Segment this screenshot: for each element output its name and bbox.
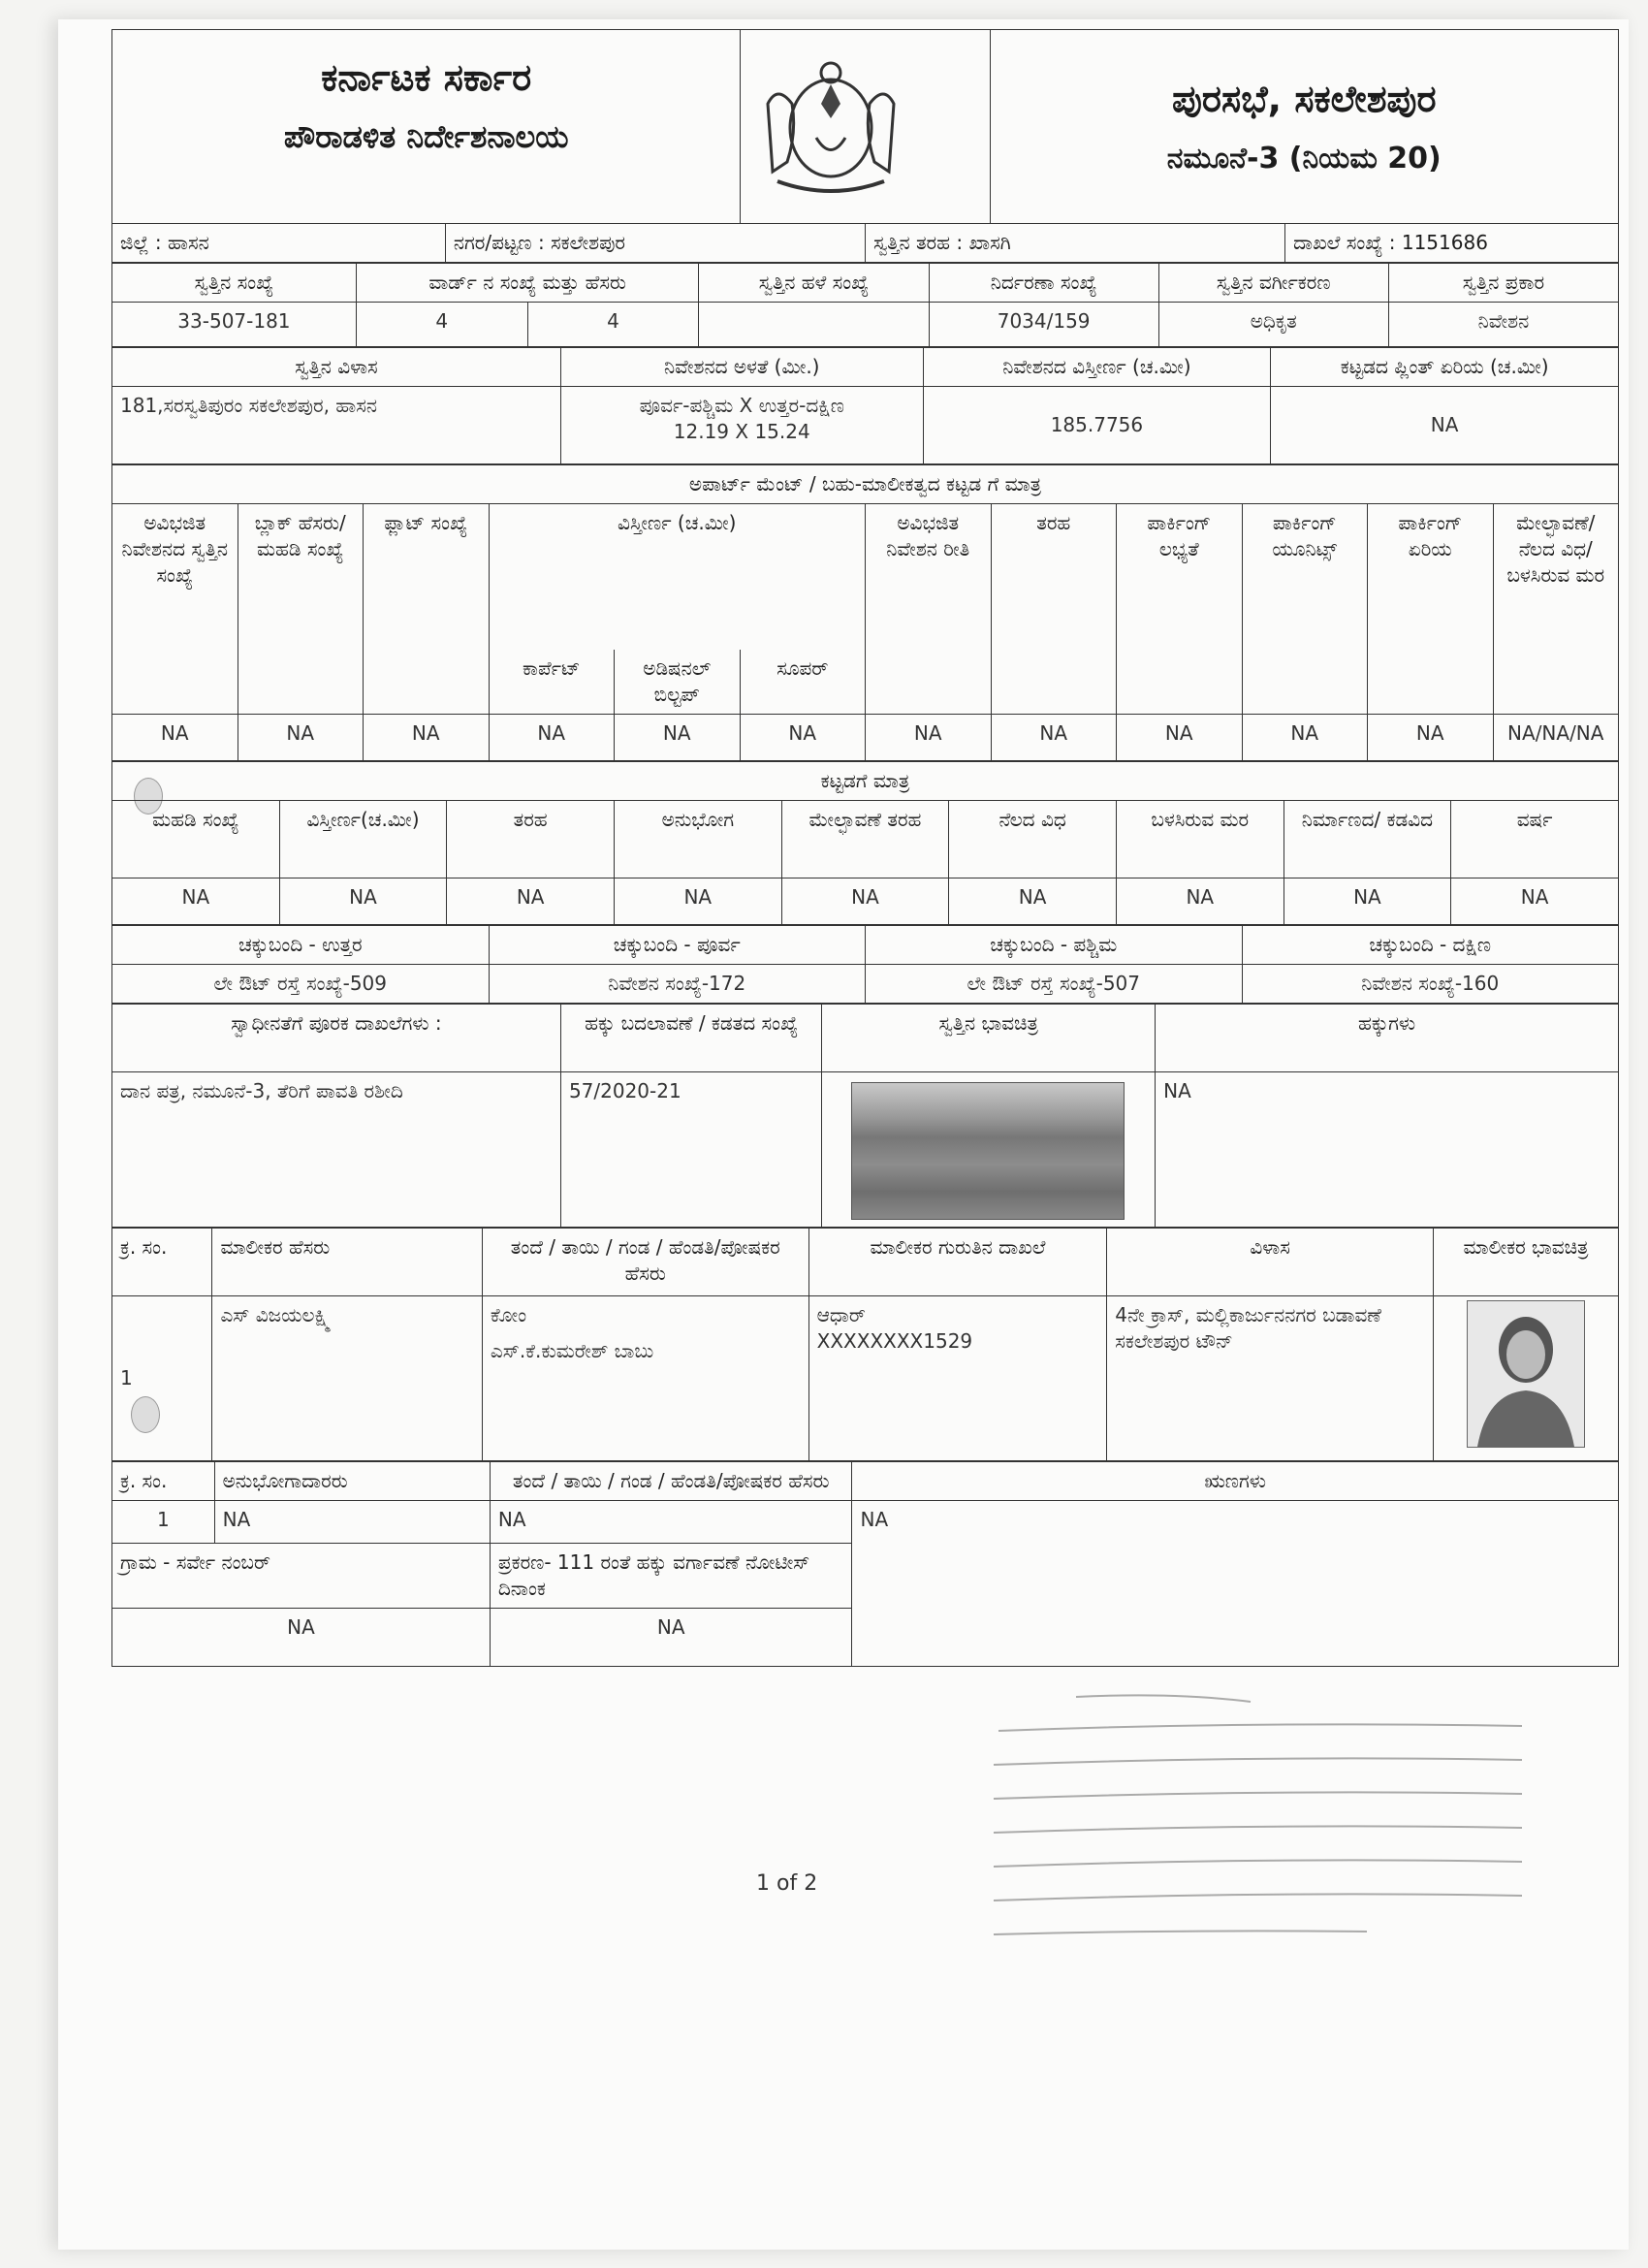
encumbrance [852, 1500, 1619, 1666]
owner-address: 4ನೇ ಕ್ರಾಸ್, ಮಲ್ಲಿಕಾರ್ಜುನನಗರ ಬಡಾವಣೆ ಸಕಲೇಶಪುರ ಟೌನ್ [1107, 1295, 1434, 1460]
boundary-north-label: ಚಕ್ಕುಬಂದಿ - ಉತ್ತರ [112, 925, 490, 964]
apt-value: NA/NA/NA [1493, 714, 1619, 760]
occupant-relation-name: NA [490, 1500, 852, 1543]
classification: ಅಧಿಕೃತ [1158, 303, 1388, 347]
type-label: ಸ್ವತ್ತಿನ ಪ್ರಕಾರ [1388, 264, 1618, 303]
plinth-area: NA [1271, 387, 1619, 464]
owner-address-label: ವಿಳಾಸ [1107, 1228, 1434, 1295]
dimension-axes: ಪೂರ್ವ-ಪಶ್ಚಿಮ X ಉತ್ತರ-ದಕ್ಷಿಣ [639, 394, 844, 417]
owner-name-label: ಮಾಲೀಕರ ಹೆಸರು [212, 1228, 482, 1295]
apt-value: NA [364, 714, 490, 760]
district: ಜಿಲ್ಲೆ : ಹಾಸನ [112, 224, 446, 263]
bld-value: NA [614, 878, 781, 924]
property-no-label: ಸ್ವತ್ತಿನ ಸಂಖ್ಯೆ [112, 264, 357, 303]
building-section-title: ಕಟ್ಟಡಗೆ ಮಾತ್ರ [112, 761, 1619, 800]
apt-value: NA [238, 714, 364, 760]
header [111, 29, 1619, 223]
file-no-label: ಹಕ್ಕು ಬದಲಾವಣೆ / ಕಡತದ ಸಂಖ್ಯೆ [560, 1004, 821, 1071]
bld-value: NA [781, 878, 949, 924]
owner-photo-label: ಮಾಲೀಕರ ಭಾವಚಿತ್ರ [1434, 1228, 1619, 1295]
form-frame [111, 29, 1619, 1667]
bld-floor-type-label: ನೆಲದ ವಿಧ [949, 800, 1117, 878]
rights: NA [1156, 1071, 1619, 1227]
record-number: ದಾಖಲೆ ಸಂಖ್ಯೆ : 1151686 [1285, 224, 1619, 263]
certification-stamp-icon [979, 1687, 1541, 1978]
dimension-value: 12.19 X 15.24 [673, 420, 810, 443]
owner-serial: 1 [112, 1295, 212, 1460]
bld-floor-label: ಮಹಡಿ ಸಂಖ್ಯೆ [112, 800, 280, 878]
apt-flat-label: ಫ್ಲಾಟ್ ಸಂಖ್ಯೆ [364, 504, 490, 715]
encumbrance-label: ಋಣಗಳು [852, 1461, 1619, 1500]
documents-table [111, 1004, 1619, 1228]
state-emblem-icon [748, 46, 913, 201]
form-number: ನಮೂನೆ-3 (ನಿಯಮ 20) [1166, 142, 1442, 176]
gov-title: ಕರ್ನಾಟಕ ಸರ್ಕಾರ [321, 56, 532, 99]
apt-kind-label: ತರಹ [991, 504, 1117, 715]
property-photo-label: ಸ್ವತ್ತಿನ ಭಾವಚಿತ್ರ [822, 1004, 1156, 1071]
ward-no: 4 [356, 303, 527, 347]
owner-id-type: ಆಧಾರ್ [816, 1302, 866, 1326]
dimension-label: ನಿವೇಶನದ ಅಳತೆ (ಮೀ.) [560, 348, 923, 387]
apt-value: NA [991, 714, 1117, 760]
occupant-table [111, 1461, 1619, 1667]
occupant-name: NA [214, 1500, 490, 1543]
bld-value: NA [1284, 878, 1451, 924]
address-label: ಸ್ವತ್ತಿನ ವಿಳಾಸ [112, 348, 561, 387]
old-no-label: ಸ್ವತ್ತಿನ ಹಳೆ ಸಂಖ್ಯೆ [699, 264, 929, 303]
page-number: 1 of 2 [756, 1871, 818, 1896]
apt-value: NA [1242, 714, 1368, 760]
town: ನಗರ/ಪಟ್ಟಣ : ಸಕಲೇಶಪುರ [445, 224, 865, 263]
owner-relation-name: ಎಸ್.ಕೆ.ಕುಮರೇಶ್ ಬಾಬು [490, 1338, 654, 1362]
property-photo [851, 1082, 1125, 1220]
boundary-south-label: ಚಕ್ಕುಬಂದಿ - ದಕ್ಷಿಣ [1242, 925, 1619, 964]
assessment-no-label: ನಿರ್ದರಣಾ ಸಂಖ್ಯೆ [929, 264, 1158, 303]
owner-id-no: XXXXXXXX1529 [816, 1328, 973, 1353]
property-type: ನಿವೇಶನ [1388, 303, 1618, 347]
boundaries-table [111, 925, 1619, 1004]
property-address: 181,ಸರಸ್ವತಿಪುರಂ ಸಕಲೇಶಪುರ, ಹಾಸನ [112, 387, 561, 464]
boundary-west: ಲೇ ಔಟ್ ರಸ್ತೆ ಸಂಖ್ಯೆ-507 [866, 964, 1243, 1003]
directorate-title: ಪೌರಾಡಳಿತ ನಿರ್ದೇಶನಾಲಯ [283, 118, 569, 156]
apt-builtup-label: ಅಡಿಷನಲ್ ಬಿಲ್ಟಪ್ [615, 650, 741, 715]
owner-name: ಎಸ್ ವಿಜಯಲಕ್ಷ್ಮಿ [212, 1295, 482, 1460]
plinth-area-label: ಕಟ್ಟಡದ ಪ್ಲಿಂತ್ ಏರಿಯ (ಚ.ಮೀ) [1271, 348, 1619, 387]
apt-value: NA [1368, 714, 1494, 760]
apt-super-label: ಸೂಪರ್ [740, 650, 866, 715]
property-no: 33-507-181 [112, 303, 357, 347]
apt-value: NA [489, 714, 615, 760]
bld-value: NA [112, 878, 280, 924]
apt-roof-label: ಮೇಲ್ಛಾವಣೆ/ನೆಲದ ವಿಧ/ಬಳಸಿರುವ ಮರ [1493, 504, 1619, 715]
apartment-section-title: ಅಪಾರ್ಟ್ ಮೆಂಟ್ / ಬಹು-ಮಾಲೀಕತ್ವದ ಕಟ್ಟಡ ಗೆ ಮಾತ್ರ [112, 465, 1619, 504]
encumbrance-value: NA [860, 1507, 889, 1531]
apt-area-group-label: ವಿಸ್ತೀರ್ಣ (ಚ.ಮೀ) [489, 504, 866, 650]
bld-usage-label: ಅನುಭೋಗ [614, 800, 781, 878]
ward-label: ವಾರ್ಡ್ ನ ಸಂಖ್ಯೆ ಮತ್ತು ಹೆಸರು [356, 264, 699, 303]
boundary-east: ನಿವೇಶನ ಸಂಖ್ಯೆ-172 [489, 964, 866, 1003]
info-row [111, 223, 1619, 263]
bld-kind-label: ತರಹ [447, 800, 615, 878]
classification-label: ಸ್ವತ್ತಿನ ವರ್ಗೀಕರಣ [1158, 264, 1388, 303]
apt-value: NA [615, 714, 741, 760]
occupant-serial-label: ಕ್ರ. ಸಂ. [112, 1461, 215, 1500]
owner-id-label: ಮಾಲೀಕರ ಗುರುತಿನ ದಾಖಲೆ [808, 1228, 1107, 1295]
apt-value: NA [1117, 714, 1243, 760]
boundary-north: ಲೇ ಔಟ್ ರಸ್ತೆ ಸಂಖ್ಯೆ-509 [112, 964, 490, 1003]
bld-roof-label: ಮೇಲ್ಛಾವಣೆ ತರಹ [781, 800, 949, 878]
occupant-name-label: ಅನುಭೋಗಾದಾರರು [214, 1461, 490, 1500]
owner-photo [1467, 1300, 1585, 1448]
supporting-docs-label: ಸ್ವಾಧೀನತೆಗೆ ಪೂರಕ ದಾಖಲೆಗಳು : [112, 1004, 561, 1071]
bld-wood-label: ಬಳಸಿರುವ ಮರ [1116, 800, 1284, 878]
owner-relation-label: ತಂದೆ / ತಾಯಿ / ಗಂಡ / ಹೆಂಡತಿ/ಪೋಷಕರ ಹೆಸರು [482, 1228, 808, 1295]
apt-parking-avail-label: ಪಾರ್ಕಿಂಗ್ ಲಭ್ಯತೆ [1117, 504, 1243, 715]
apt-parking-area-label: ಪಾರ್ಕಿಂಗ್ ಏರಿಯ [1368, 504, 1494, 715]
owner-relation: ಕೋಂ [490, 1302, 527, 1326]
boundary-west-label: ಚಕ್ಕುಬಂದಿ - ಪಶ್ಚಿಮ [866, 925, 1243, 964]
site-area-label: ನಿವೇಶನದ ವಿಸ್ತೀರ್ಣ (ಚ.ಮೀ) [923, 348, 1271, 387]
bld-area-label: ವಿಸ್ತೀರ್ಣ(ಚ.ಮೀ) [279, 800, 447, 878]
apt-carpet-label: ಕಾರ್ಪೆಟ್ [489, 650, 615, 715]
boundary-south: ನಿವೇಶನ ಸಂಖ್ಯೆ-160 [1242, 964, 1619, 1003]
property-table [111, 263, 1619, 347]
ward-name: 4 [527, 303, 699, 347]
rights-label: ಹಕ್ಕುಗಳು [1156, 1004, 1619, 1071]
old-no [699, 303, 929, 347]
bld-construction-label: ನಿರ್ಮಾಣದ/ ಕಡವಿದ [1284, 800, 1451, 878]
bld-value: NA [1116, 878, 1284, 924]
apt-value: NA [740, 714, 866, 760]
building-table [111, 761, 1619, 925]
occupant-relation-label: ತಂದೆ / ತಾಯಿ / ಗಂಡ / ಹೆಂಡತಿ/ಪೋಷಕರ ಹೆಸರು [490, 1461, 852, 1500]
supporting-docs: ದಾನ ಪತ್ರ, ನಮೂನೆ-3, ತೆರಿಗೆ ಪಾವತಿ ರಶೀದಿ [112, 1071, 561, 1227]
apt-parking-units-label: ಪಾರ್ಕಿಂಗ್ ಯೂನಿಟ್ಸ್ [1242, 504, 1368, 715]
site-table [111, 347, 1619, 464]
apartment-table [111, 464, 1619, 761]
property-class: ಸ್ವತ್ತಿನ ತರಹ : ಖಾಸಗಿ [865, 224, 1284, 263]
owner-table [111, 1228, 1619, 1461]
person-silhouette-icon [1468, 1301, 1584, 1447]
bld-value: NA [279, 878, 447, 924]
boundary-east-label: ಚಕ್ಕುಬಂದಿ - ಪೂರ್ವ [489, 925, 866, 964]
owner-serial-label: ಕ್ರ. ಸಂ. [112, 1228, 212, 1295]
bld-value: NA [1451, 878, 1619, 924]
apt-undivided-type-label: ಅವಿಭಜಿತ ನಿವೇಶನ ರೀತಿ [866, 504, 992, 715]
apt-value: NA [112, 714, 238, 760]
survey-notice-date: NA [490, 1608, 852, 1666]
survey-notice-label: ಪ್ರಕರಣ- 111 ರಂತೆ ಹಕ್ಕು ವರ್ಗಾವಣೆ ನೋಟೀಸ್ ದಿನಾಂಕ [490, 1543, 852, 1608]
apt-value: NA [866, 714, 992, 760]
bld-value: NA [949, 878, 1117, 924]
occupant-serial: 1 [112, 1500, 215, 1543]
assessment-no: 7034/159 [929, 303, 1158, 347]
apt-undivided-site-label: ಅವಿಭಜಿತ ನಿವೇಶನದ ಸ್ವತ್ತಿನ ಸಂಖ್ಯೆ [112, 504, 238, 715]
official-stamp [860, 1572, 1610, 1601]
municipality-title: ಪುರಸಭೆ, ಸಕಲೇಶಪುರ [1172, 78, 1437, 120]
bld-year-label: ವರ್ಷ [1451, 800, 1619, 878]
file-no: 57/2020-21 [560, 1071, 821, 1227]
bld-value: NA [447, 878, 615, 924]
apt-block-label: ಬ್ಲಾಕ್ ಹೆಸರು/ ಮಹಡಿ ಸಂಖ್ಯೆ [238, 504, 364, 715]
survey-village-label: ಗ್ರಾಮ - ಸರ್ವೇ ನಂಬರ್ [112, 1543, 491, 1608]
survey-village: NA [112, 1608, 491, 1666]
site-area: 185.7756 [923, 387, 1271, 464]
